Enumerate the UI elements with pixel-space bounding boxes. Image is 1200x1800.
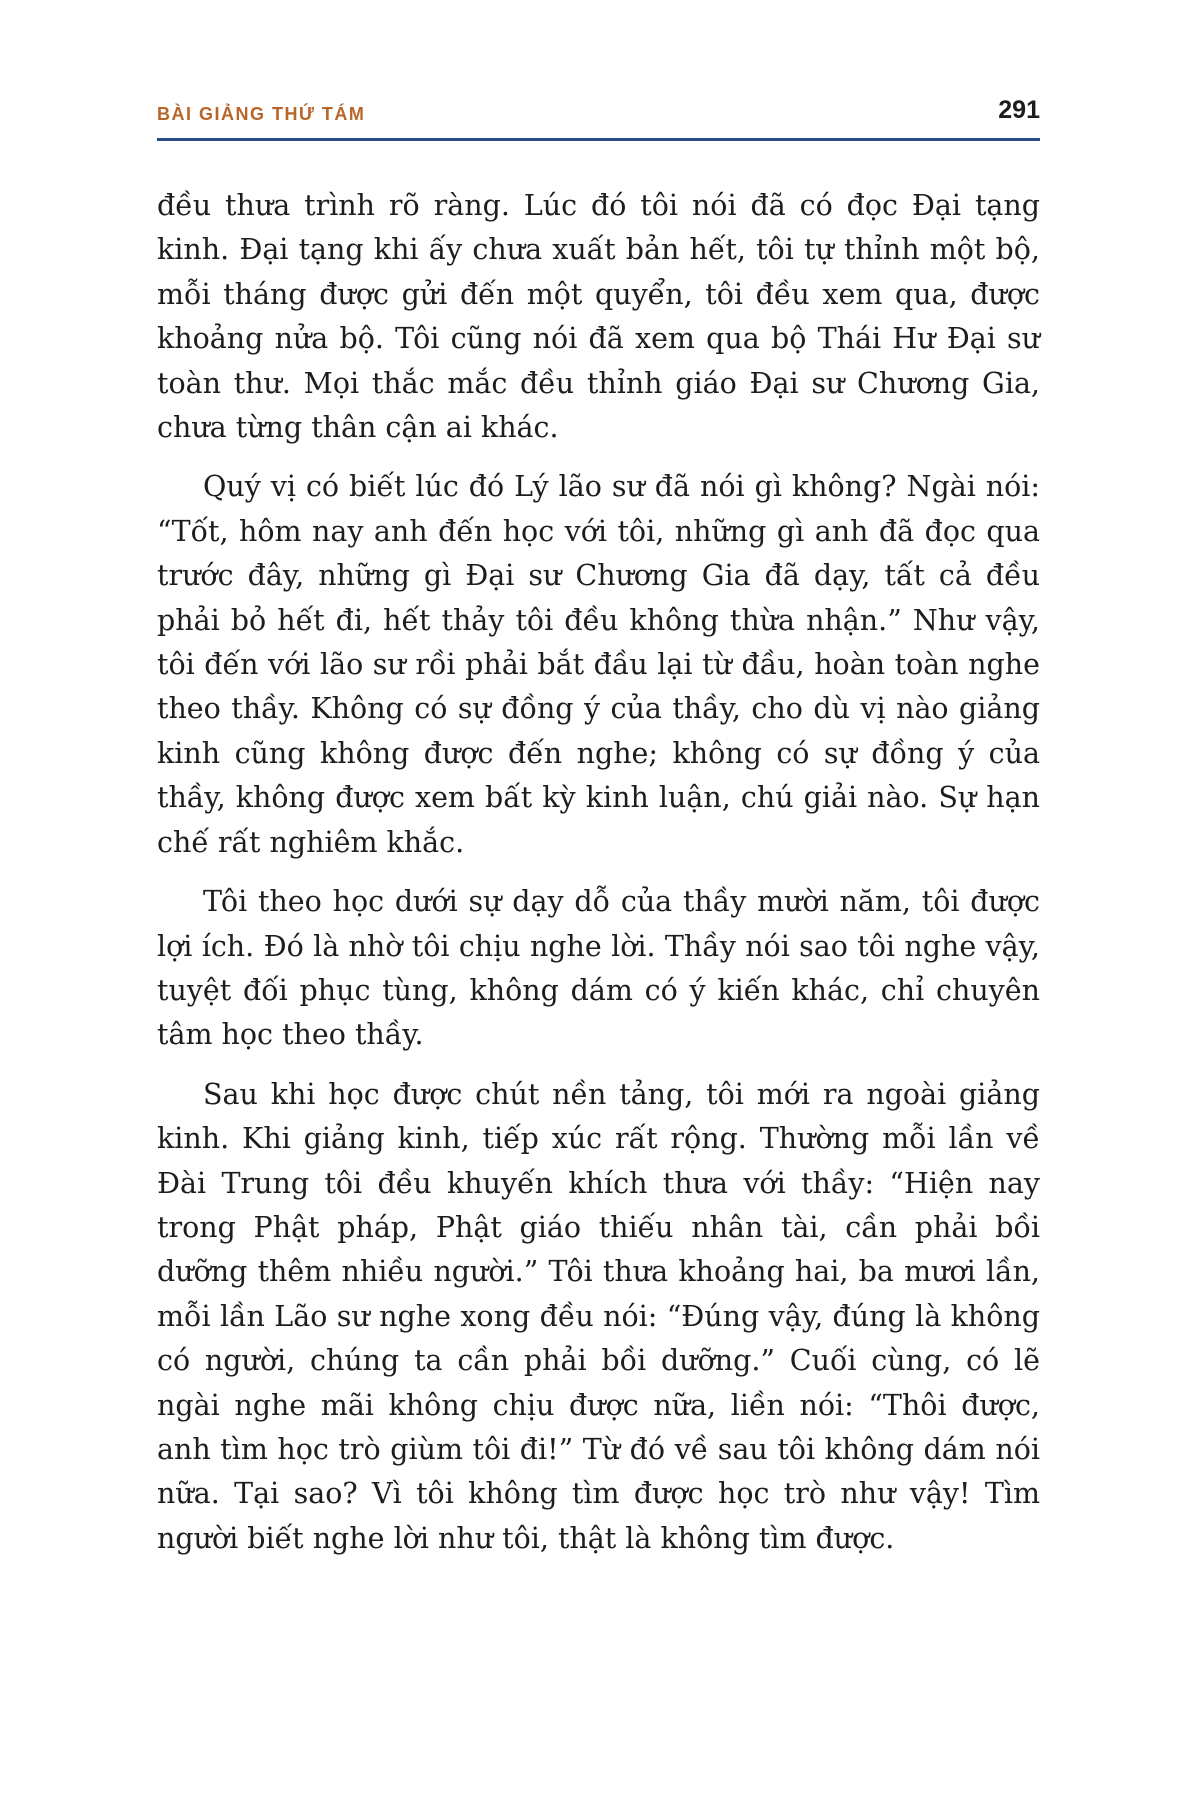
page-number: 291 [998,96,1040,124]
paragraph: Sau khi học được chút nền tảng, tôi mới ra ngoài giảng kinh. Khi giảng kinh, tiếp xúc rất rộng. Thường mỗi lần về Đài Trung tôi đều khuyến khích thưa với thầy: “Hiện nay trong Phật pháp, Phật giáo thiếu nhân tài, cần phải bồi dưỡng thêm nhiều người.” Tôi thưa khoảng hai, ba mươi lần, mỗi lần Lão sư nghe xong đều nói: “Đúng vậy, đúng là không có người, chúng ta cần phải bồi dưỡng.” Cuối cùng, có lẽ ngài nghe mãi không chịu được nữa, liền nói: “Thôi được, anh tìm học trò giùm tôi đi!” Từ đó về sau tôi không dám nói nữa. Tại sao? Vì tôi không tìm được học trò như vậy! Tìm người biết nghe lời như tôi, thật là không tìm được. [157,1077,1040,1555]
body-text [157,184,1040,1576]
page-header [157,96,1040,141]
paragraph: Tôi theo học dưới sự dạy dỗ của thầy mười năm, tôi được lợi ích. Đó là nhờ tôi chịu nghe lời. Thầy nói sao tôi nghe vậy, tuyệt đối phục tùng, không dám có ý kiến khác, chỉ chuyên tâm học theo thầy. [157,885,1040,1052]
running-title: BÀI GIẢNG THỨ TÁM [157,104,366,124]
paragraph: Quý vị có biết lúc đó Lý lão sư đã nói gì không? Ngài nói: “Tốt, hôm nay anh đến học với tôi, những gì anh đã đọc qua trước đây, những gì Đại sư Chương Gia đã dạy, tất cả đều phải bỏ hết đi, hết thảy tôi đều không thừa nhận.” Như vậy, tôi đến với lão sư rồi phải bắt đầu lại từ đầu, hoàn toàn nghe theo thầy. Không có sự đồng ý của thầy, cho dù vị nào giảng kinh cũng không được đến nghe; không có sự đồng ý của thầy, không được xem bất kỳ kinh luận, chú giải nào. Sự hạn chế rất nghiêm khắc. [157,470,1040,859]
paragraph-continued: đều thưa trình rõ ràng. Lúc đó tôi nói đã có đọc Đại tạng kinh. Đại tạng khi ấy chưa xuất bản hết, tôi tự thỉnh một bộ, mỗi tháng được gửi đến một quyển, tôi đều xem qua, được khoảng nửa bộ. Tôi cũng nói đã xem qua bộ Thái Hư Đại sư toàn thư. Mọi thắc mắc đều thỉnh giáo Đại sư Chương Gia, chưa từng thân cận ai khác. [157,189,1040,445]
